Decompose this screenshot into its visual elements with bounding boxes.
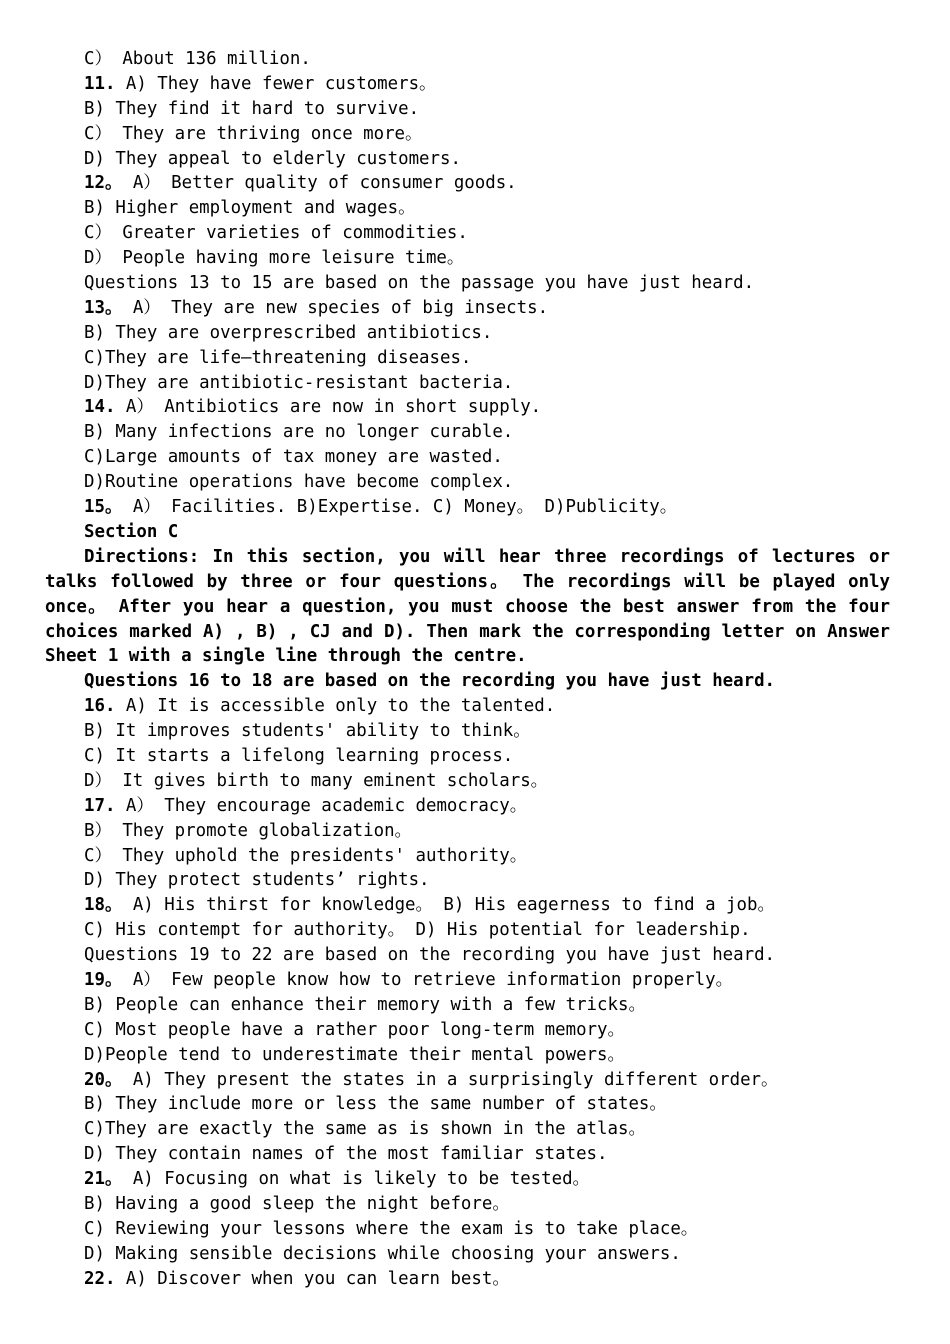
- option-line: [0, 1092, 950, 1117]
- option-line: [0, 1242, 950, 1267]
- line-text: B) They include more or less the same number of states。: [84, 1094, 667, 1115]
- line-text: A） They are new species of big insects.: [122, 297, 549, 318]
- question-line: [0, 495, 950, 520]
- line-text: Questions 13 to 15 are based on the passage you have just heard.: [84, 273, 755, 294]
- question-line: [0, 694, 950, 719]
- option-line: [0, 221, 950, 246]
- line-text: A） Facilities. B)Expertise. C) Money。 D)Publicity。: [122, 497, 678, 518]
- option-line: [0, 918, 950, 943]
- option-line: [0, 1192, 950, 1217]
- option-line: [0, 321, 950, 346]
- line-text: B) People can enhance their memory with a few tricks。: [84, 994, 646, 1015]
- line-text: A） They encourage academic democracy。: [115, 795, 528, 816]
- line-text: C） They are thriving once more。: [84, 123, 423, 144]
- option-line: [0, 868, 950, 893]
- line-text: C)Large amounts of tax money are wasted.: [84, 447, 503, 468]
- question-line: [0, 1267, 950, 1292]
- line-text: B) Having a good sleep the night before。: [84, 1194, 510, 1215]
- line-text: C)They are life—threatening diseases.: [84, 347, 472, 368]
- line-text: C) His contempt for authority。 D) His potential for leadership.: [84, 920, 751, 941]
- option-line: [0, 196, 950, 221]
- option-line: [0, 993, 950, 1018]
- line-text: Questions 19 to 22 are based on the recording you have just heard.: [84, 945, 776, 966]
- line-text: C) Reviewing your lessons where the exam is to take place。: [84, 1218, 699, 1239]
- question-line: [0, 395, 950, 420]
- line-text: D) They contain names of the most familiar states.: [84, 1144, 608, 1165]
- line-text: C) It starts a lifelong learning process.: [84, 746, 514, 767]
- question-block-11-15: [0, 47, 950, 520]
- option-line: [0, 147, 950, 172]
- line-text: A） Better quality of consumer goods.: [122, 173, 517, 194]
- option-line: [0, 122, 950, 147]
- option-line: [0, 1142, 950, 1167]
- section-title: Section C: [84, 521, 179, 542]
- question-line: [0, 296, 950, 321]
- option-line: [0, 844, 950, 869]
- question-number: 22.: [84, 1268, 116, 1289]
- directions-text: Directions: In this section, you will hear three recordings of lectures or talks followed by three or four questions。 The recordings will be played only once。 After you hear a question, you must choose the best answer from the four choices marked A) , B) , CJ and D). Then mark the corresponding letter on Answer Sheet 1 with a single line through the centre.: [45, 546, 890, 667]
- question-line: [0, 794, 950, 819]
- line-text: B） They promote globalization。: [84, 820, 412, 841]
- option-line: [0, 1117, 950, 1142]
- line-text: A） Antibiotics are now in short supply.: [115, 397, 542, 418]
- document-page: [0, 47, 950, 1292]
- line-text: C)They are exactly the same as is shown in the atlas。: [84, 1119, 646, 1140]
- option-line: [0, 97, 950, 122]
- question-line: [0, 72, 950, 97]
- question-number: 20。: [84, 1069, 123, 1090]
- line-text: B) They are overprescribed antibiotics.: [84, 322, 493, 343]
- question-line: [0, 893, 950, 918]
- line-text: D)People tend to underestimate their mental powers。: [84, 1044, 625, 1065]
- option-line: [0, 346, 950, 371]
- directions-paragraph: [0, 545, 950, 670]
- option-line: [0, 744, 950, 769]
- question-number: 21。: [84, 1169, 123, 1190]
- option-line: [0, 819, 950, 844]
- question-line: [0, 968, 950, 993]
- line-text: C） Greater varieties of commodities.: [84, 223, 468, 244]
- question-number: 11.: [84, 73, 116, 94]
- option-line: [0, 246, 950, 271]
- option-line: [0, 1018, 950, 1043]
- option-line: [0, 719, 950, 744]
- option-line: [0, 371, 950, 396]
- line-text: D)They are antibiotic-resistant bacteria.: [84, 372, 514, 393]
- question-line: [0, 1167, 950, 1192]
- question-number: 18。: [84, 895, 123, 916]
- option-line: [0, 1217, 950, 1242]
- option-line: [0, 47, 950, 72]
- option-line: [0, 769, 950, 794]
- line-text: C) Most people have a rather poor long-term memory。: [84, 1019, 625, 1040]
- line-text: A) His thirst for knowledge。 B) His eagerness to find a job。: [122, 895, 775, 916]
- line-text: A) Focusing on what is likely to be tested。: [122, 1169, 590, 1190]
- option-line: [0, 445, 950, 470]
- option-line: [0, 1043, 950, 1068]
- question-line: [0, 1068, 950, 1093]
- line-text: D） It gives birth to many eminent scholars。: [84, 770, 549, 791]
- question-line: [0, 171, 950, 196]
- question-number: 15。: [84, 497, 123, 518]
- line-text: A) They have fewer customers。: [115, 73, 437, 94]
- line-text: D) They protect students’ rights.: [84, 870, 430, 891]
- line-text: B) It improves students' ability to think。: [84, 721, 531, 742]
- line-text: C） About 136 million.: [84, 49, 311, 69]
- line-text: B) Many infections are no longer curable.: [84, 422, 514, 443]
- line-text: B) Higher employment and wages。: [84, 198, 416, 219]
- question-number: 17.: [84, 795, 116, 816]
- question-number: 13。: [84, 297, 123, 318]
- question-number: 12。: [84, 173, 123, 194]
- line-text: A) Discover when you can learn best。: [115, 1268, 510, 1289]
- question-block-16-22: [0, 694, 950, 1291]
- question-number: 16.: [84, 696, 116, 717]
- line-text: D） People having more leisure time。: [84, 248, 465, 269]
- line-text: A） Few people know how to retrieve information properly。: [122, 970, 733, 991]
- line-text: A) It is accessible only to the talented.: [115, 696, 556, 717]
- line-text: D)Routine operations have become complex.: [84, 472, 514, 493]
- question-number: 14.: [84, 397, 116, 418]
- option-line: [0, 943, 950, 968]
- questions-16-18-intro: Questions 16 to 18 are based on the recording you have just heard.: [84, 671, 776, 692]
- option-line: [0, 470, 950, 495]
- line-text: D) They appeal to elderly customers.: [84, 148, 461, 169]
- line-text: A) They present the states in a surprisingly different order。: [122, 1069, 779, 1090]
- question-number: 19。: [84, 970, 123, 991]
- option-line: [0, 271, 950, 296]
- line-text: D) Making sensible decisions while choosing your answers.: [84, 1243, 681, 1264]
- line-text: B) They find it hard to survive.: [84, 98, 420, 119]
- line-text: C） They uphold the presidents' authority。: [84, 845, 528, 866]
- option-line: [0, 420, 950, 445]
